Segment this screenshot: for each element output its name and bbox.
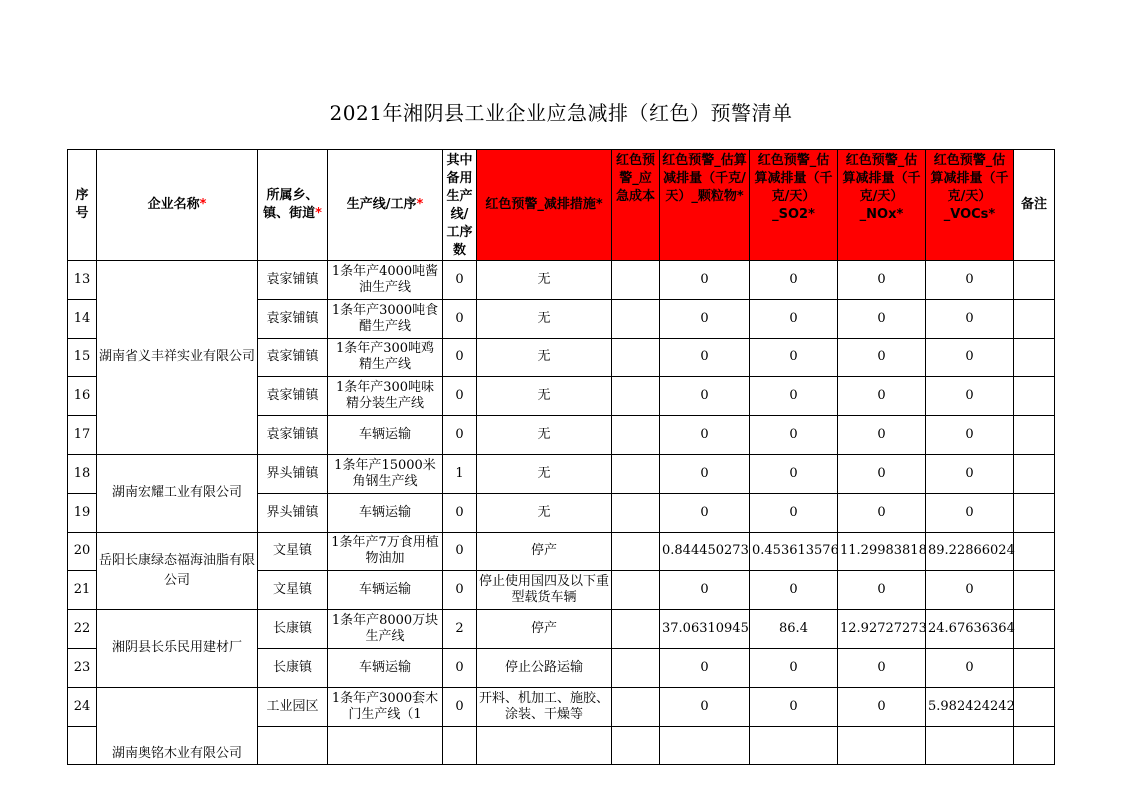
cell-cost [612,338,660,377]
cell-cost [612,261,660,300]
cell-line: 1条年产4000吨酱油生产线 [328,261,443,300]
cell-line: 1条年产300吨味精分装生产线 [328,377,443,416]
cell-pm: 0 [660,338,750,377]
page-title: 2021年湘阴县工业企业应急减排（红色）预警清单 [329,101,793,125]
cell-line [328,726,443,765]
cell-remark [1014,261,1055,300]
cell-town: 文星镇 [258,571,328,610]
cell-so2: 0 [750,377,838,416]
header-standby: 其中备用生产线/工序数 [443,150,477,261]
cell-vocs [926,726,1014,765]
cell-line: 1条年产300吨鸡精生产线 [328,338,443,377]
cell-standby: 0 [443,377,477,416]
cell-standby: 0 [443,687,477,726]
cell-nox: 0 [838,338,926,377]
cell-standby: 0 [443,493,477,532]
cell-standby [443,726,477,765]
cell-remark [1014,726,1055,765]
cell-town: 袁家铺镇 [258,338,328,377]
cell-measures: 停止公路运输 [477,648,612,687]
cell-pm: 0 [660,454,750,493]
cell-vocs: 0 [926,493,1014,532]
cell-so2: 0 [750,493,838,532]
cell-so2: 0 [750,687,838,726]
cell-town: 文星镇 [258,532,328,571]
header-measures: 红色预警_减排措施* [477,150,612,261]
cell-line: 1条年产15000米角钢生产线 [328,454,443,493]
cell-standby: 0 [443,416,477,455]
cell-remark [1014,687,1055,726]
header-vocs: 红色预警_估算减排量（千克/天）_VOCs* [926,150,1014,261]
cell-so2: 86.4 [750,610,838,649]
cell-nox: 0 [838,299,926,338]
cell-seq: 21 [68,571,97,610]
cell-vocs: 0 [926,648,1014,687]
cell-pm: 0 [660,571,750,610]
cell-town: 袁家铺镇 [258,377,328,416]
cell-measures: 停产 [477,532,612,571]
table-row [68,687,1055,726]
cell-seq: 16 [68,377,97,416]
cell-standby: 0 [443,299,477,338]
cell-nox: 0 [838,454,926,493]
cell-standby: 1 [443,454,477,493]
cell-nox: 11.29983818 [838,532,926,571]
cell-seq: 13 [68,261,97,300]
cell-cost [612,454,660,493]
cell-vocs: 0 [926,261,1014,300]
cell-remark [1014,377,1055,416]
cell-remark [1014,416,1055,455]
cell-town: 工业园区 [258,687,328,726]
cell-company: 湘阴县长乐民用建材厂 [97,610,258,688]
cell-cost [612,416,660,455]
cell-seq: 18 [68,454,97,493]
cell-standby: 0 [443,648,477,687]
cell-standby: 2 [443,610,477,649]
cell-town: 长康镇 [258,610,328,649]
cell-company: 湖南奥铭木业有限公司 [97,687,258,765]
cell-seq: 22 [68,610,97,649]
cell-pm: 0.844450273 [660,532,750,571]
cell-vocs: 0 [926,299,1014,338]
header-cost: 红色预警_应急成本 [612,150,660,261]
cell-vocs: 0 [926,454,1014,493]
cell-measures: 无 [477,377,612,416]
cell-standby: 0 [443,532,477,571]
cell-pm: 0 [660,493,750,532]
cell-measures [477,726,612,765]
cell-town: 袁家铺镇 [258,299,328,338]
cell-cost [612,610,660,649]
cell-cost [612,687,660,726]
cell-line: 车辆运输 [328,493,443,532]
cell-remark [1014,299,1055,338]
cell-remark [1014,610,1055,649]
cell-nox: 0 [838,571,926,610]
cell-line: 车辆运输 [328,416,443,455]
cell-seq: 23 [68,648,97,687]
cell-cost [612,493,660,532]
cell-pm: 37.06310945 [660,610,750,649]
cell-so2: 0 [750,261,838,300]
cell-pm: 0 [660,416,750,455]
cell-vocs: 5.982424242 [926,687,1014,726]
table-row [68,532,1055,571]
cell-remark [1014,338,1055,377]
cell-vocs: 0 [926,338,1014,377]
cell-measures: 无 [477,493,612,532]
cell-nox: 0 [838,377,926,416]
cell-cost [612,726,660,765]
cell-standby: 0 [443,338,477,377]
cell-town: 袁家铺镇 [258,416,328,455]
cell-nox: 12.92727273 [838,610,926,649]
cell-seq [68,726,97,765]
cell-nox [838,726,926,765]
cell-seq: 14 [68,299,97,338]
cell-nox: 0 [838,648,926,687]
table-row [68,261,1055,300]
header-town: 所属乡、镇、街道* [258,150,328,261]
cell-line: 1条年产3000吨食醋生产线 [328,299,443,338]
warning-table [67,149,1054,762]
cell-remark [1014,454,1055,493]
table-row [68,610,1055,649]
cell-so2: 0 [750,338,838,377]
cell-vocs: 0 [926,416,1014,455]
cell-nox: 0 [838,416,926,455]
cell-seq: 20 [68,532,97,571]
cell-seq: 17 [68,416,97,455]
cell-measures: 无 [477,338,612,377]
cell-vocs: 89.22866024 [926,532,1014,571]
cell-vocs: 0 [926,571,1014,610]
cell-seq: 15 [68,338,97,377]
cell-cost [612,532,660,571]
cell-standby: 0 [443,571,477,610]
cell-cost [612,648,660,687]
header-remark: 备注 [1014,150,1055,261]
cell-measures: 停产 [477,610,612,649]
cell-nox: 0 [838,687,926,726]
header-pm: 红色预警_估算减排量（千克/天）_颗粒物* [660,150,750,261]
cell-nox: 0 [838,493,926,532]
header-seq: 序号 [68,150,97,261]
cell-vocs: 24.67636364 [926,610,1014,649]
cell-cost [612,377,660,416]
cell-pm [660,726,750,765]
cell-remark [1014,571,1055,610]
warning-table-grid [67,149,1055,765]
cell-line: 1条年产8000万块生产线 [328,610,443,649]
cell-seq: 19 [68,493,97,532]
cell-cost [612,571,660,610]
cell-company: 湖南宏耀工业有限公司 [97,454,258,532]
cell-line: 1条年产7万食用植物油加 [328,532,443,571]
cell-seq: 24 [68,687,97,726]
cell-town: 袁家铺镇 [258,261,328,300]
header-so2: 红色预警_估算减排量（千克/天）_SO2* [750,150,838,261]
cell-remark [1014,493,1055,532]
cell-vocs: 0 [926,377,1014,416]
cell-measures: 无 [477,299,612,338]
cell-line: 1条年产3000套木门生产线（1 [328,687,443,726]
cell-measures: 无 [477,454,612,493]
cell-so2: 0 [750,299,838,338]
cell-standby: 0 [443,261,477,300]
cell-so2: 0 [750,454,838,493]
cell-so2 [750,726,838,765]
cell-measures: 无 [477,261,612,300]
cell-town: 长康镇 [258,648,328,687]
header-company: 企业名称* [97,150,258,261]
cell-pm: 0 [660,687,750,726]
cell-town: 界头铺镇 [258,493,328,532]
cell-remark [1014,648,1055,687]
cell-town: 界头铺镇 [258,454,328,493]
header-nox: 红色预警_估算减排量（千克/天）_NOx* [838,150,926,261]
cell-pm: 0 [660,377,750,416]
header-line: 生产线/工序* [328,150,443,261]
cell-so2: 0 [750,648,838,687]
cell-remark [1014,532,1055,571]
cell-measures: 开料、机加工、施胶、涂装、干燥等 [477,687,612,726]
cell-line: 车辆运输 [328,571,443,610]
cell-town [258,726,328,765]
table-row [68,454,1055,493]
cell-pm: 0 [660,299,750,338]
cell-pm: 0 [660,261,750,300]
cell-pm: 0 [660,648,750,687]
cell-company: 岳阳长康绿态福海油脂有限公司 [97,532,258,610]
header-row [68,150,1055,261]
cell-line: 车辆运输 [328,648,443,687]
cell-measures: 无 [477,416,612,455]
cell-company: 湖南省义丰祥实业有限公司 [97,261,258,455]
cell-cost [612,299,660,338]
cell-so2: 0 [750,416,838,455]
cell-measures: 停止使用国四及以下重型载货车辆 [477,571,612,610]
cell-nox: 0 [838,261,926,300]
cell-so2: 0 [750,571,838,610]
cell-so2: 0.453613576 [750,532,838,571]
